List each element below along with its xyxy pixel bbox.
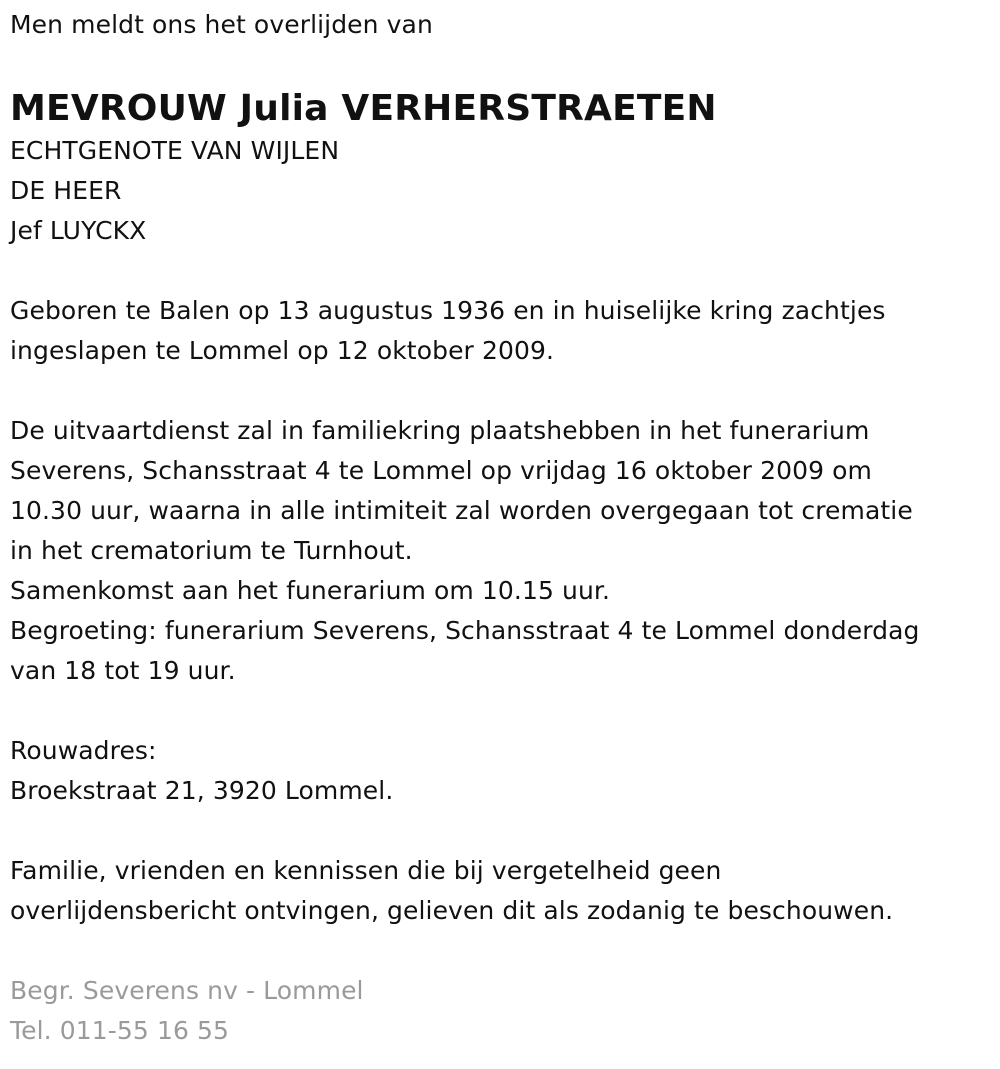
service-block (10, 411, 1000, 691)
spacer (10, 45, 1000, 87)
address-label: Rouwadres: (10, 736, 157, 765)
spouse-line: DE HEER (10, 176, 122, 205)
visitation-line: Begroeting: funerarium Severens, Schansstraat 4 te Lommel donderdag (10, 616, 920, 645)
spacer (10, 811, 1000, 851)
footer-block (10, 971, 1000, 1051)
service-line: in het crematorium te Turnhout. (10, 536, 413, 565)
intro-text: Men meldt ons het overlijden van (10, 10, 433, 39)
birth-line: ingeslapen te Lommel op 12 oktober 2009. (10, 336, 555, 365)
spouse-block (10, 131, 1000, 251)
notice-block (10, 851, 1000, 931)
birth-line: Geboren te Balen op 13 augustus 1936 en in huiselijke kring zachtjes (10, 296, 886, 325)
gathering-line: Samenkomst aan het funerarium om 10.15 uur. (10, 576, 611, 605)
funeral-home-name: Begr. Severens nv - Lommel (10, 976, 364, 1005)
deceased-name: MEVROUW Julia VERHERSTRAETEN (10, 88, 717, 129)
spacer (10, 371, 1000, 411)
service-line: De uitvaartdienst zal in familiekring plaatshebben in het funerarium (10, 416, 870, 445)
spacer (10, 691, 1000, 731)
address-block (10, 731, 1000, 811)
spacer (10, 931, 1000, 971)
notice-line: Familie, vrienden en kennissen die bij vergetelheid geen (10, 856, 722, 885)
address-value: Broekstraat 21, 3920 Lommel. (10, 776, 394, 805)
funeral-home-phone: Tel. 011-55 16 55 (10, 1016, 230, 1045)
notice-line: overlijdensbericht ontvingen, gelieven dit als zodanig te beschouwen. (10, 896, 894, 925)
birth-block (10, 291, 1000, 371)
service-line: 10.30 uur, waarna in alle intimiteit zal worden overgegaan tot crematie (10, 496, 913, 525)
spacer (10, 251, 1000, 291)
visitation-line: van 18 tot 19 uur. (10, 656, 236, 685)
service-line: Severens, Schansstraat 4 te Lommel op vrijdag 16 oktober 2009 om (10, 456, 872, 485)
spouse-line: ECHTGENOTE VAN WIJLEN (10, 136, 340, 165)
obituary-notice (0, 5, 1000, 1069)
spouse-name: Jef LUYCKX (10, 216, 147, 245)
